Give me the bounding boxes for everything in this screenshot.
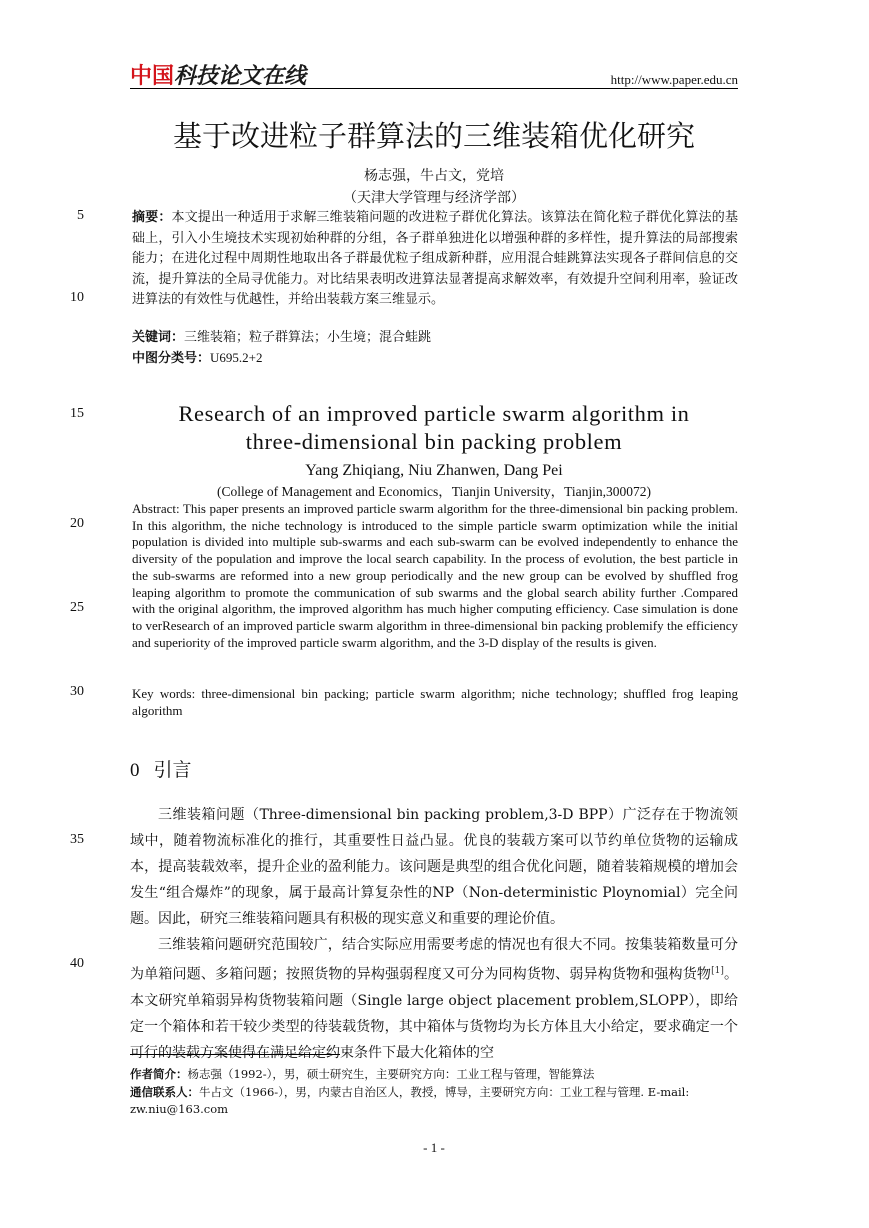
authors-cn: 杨志强，牛占文，党培	[364, 168, 504, 184]
footnote-author-label: 作者简介：	[130, 1067, 188, 1081]
line-number: 20	[70, 516, 84, 531]
abstract-cn	[132, 208, 738, 311]
section-title: 引言	[153, 759, 192, 781]
line-number: 5	[77, 208, 84, 223]
line-number: 40	[70, 956, 84, 971]
abstract-cn-text: 本文提出一种适用于求解三维装箱问题的改进粒子群优化算法。该算法在简化粒子群优化算法的基础上，引入小生境技术实现初始种群的分组，各子群单独进化以增强种群的多样性，提升算法的局部搜索能力；在进化过程中周期性地取出各子群最优粒子组成新种群，应用混合蛙跳算法实现各子群间信息的交流，提升算法的全局寻优能力。对比结果表明改进算法显著提高求解效率，有效提升空间利用率，验证改进算法的有效性与优越性，并给出装载方案三维显示。	[132, 210, 738, 307]
paper-title-en-line1: Research of an improved particle swarm algorithm in	[178, 401, 690, 426]
line-number: 10	[70, 290, 84, 305]
authors-en: Yang Zhiqiang, Niu Zhanwen, Dang Pei	[305, 462, 563, 479]
clc-cn	[132, 348, 738, 370]
footnote-author-bio	[130, 1066, 738, 1083]
affiliation-en: (College of Management and Economics，Tianjin University，Tianjin,300072)	[217, 484, 651, 499]
footnote-contact-label: 通信联系人：	[130, 1085, 199, 1099]
line-number: 30	[70, 684, 84, 699]
clc-cn-text: U695.2+2	[210, 350, 263, 365]
abstract-en: Abstract: This paper presents an improved particle swarm algorithm for the three-dimensional bin packing problem. In this algorithm, the niche technology is introduced to the simple particle swarm optimization while the initial population is divided into multiple sub-swarms and each sub-swarm can be evolved independently to enhance the diversity of the population and improve the local search capability. In the process of evolution, the best particle in the sub-swarms are reformed into a new group periodically and the new group can be evolved by shuffled frog leaping algorithm to promote the communication of sub swarms and the global search ability further .Compared with the original algorithm, the improved algorithm has much higher computing efficiency. Case simulation is done to verResearch of an improved particle swarm algorithm in three-dimensional bin packing problemify the efficiency and superiority of the improved particle swarm algorithm, and the 3-D display of the results is given.	[132, 501, 738, 650]
line-number: 15	[70, 406, 84, 421]
citation-ref[interactable]: [1]	[711, 966, 724, 976]
footnote-contact-text: 牛占文（1966-），男，内蒙古自治区人，教授，博导，主要研究方向：工业工程与管理. E-mail: zw.niu@163.com	[130, 1085, 690, 1116]
footnote-author-text: 杨志强（1992-），男，硕士研究生，主要研究方向：工业工程与管理，智能算法	[187, 1067, 595, 1081]
footnote-contact	[130, 1084, 738, 1117]
section-number: 0	[130, 760, 140, 781]
line-number: 25	[70, 600, 84, 615]
body-paragraph-2-part-a: 三维装箱问题研究范围较广，结合实际应用需要考虑的情况也有很大不同。按集装箱数量可分为单箱问题、多箱问题；按照货物的异构强弱程度又可分为同构货物、弱异构货物和强构货物	[130, 937, 738, 983]
paper-title-cn: 基于改进粒子群算法的三维装箱优化研究	[172, 119, 695, 153]
logo-red-text: 中国	[130, 64, 175, 89]
affiliation-cn: （天津大学管理与经济学部）	[343, 190, 525, 206]
section-heading	[130, 756, 192, 785]
body-paragraph-2	[130, 932, 738, 1066]
header-url[interactable]: http://www.paper.edu.cn	[610, 72, 738, 87]
body-paragraph-1: 三维装箱问题（Three-dimensional bin packing problem,3-D BPP）广泛存在于物流领域中，随着物流标准化的推行，其重要性日益凸显。优良的装载方案可以节约单位货物的运输成本，提高装载效率，提升企业的盈利能力。该问题是典型的组合优化问题，随着装箱规模的增加会发生“组合爆炸”的现象，属于最高计算复杂性的NP（Non-deterministic Ploynomial）完全问题。因此，研究三维装箱问题具有积极的现实意义和重要的理论价值。	[130, 807, 738, 927]
body-paragraph-2-part-b: 。本文研究单箱弱异构货物装箱问题（Single large object placement problem,SLOPP），即给定一个箱体和若干较少类型的待装载货物，其中箱体与货物均为长方体且大小给定，要求确定一个可行的装载方案使得在满足给定约束条件下最大化箱体的空	[130, 966, 739, 1061]
paper-title-en-line2: three-dimensional bin packing problem	[245, 429, 623, 454]
site-logo	[130, 64, 306, 90]
logo-dark-text: 科技论文在线	[174, 64, 307, 89]
keywords-cn	[132, 328, 738, 349]
header-divider	[130, 88, 738, 89]
clc-cn-label: 中图分类号：	[132, 351, 211, 366]
footnote-divider	[130, 1054, 340, 1055]
line-number: 35	[70, 832, 84, 847]
keywords-en: Key words: three-dimensional bin packing; particle swarm algorithm; niche technology; shuffled frog leaping algorithm	[132, 686, 738, 718]
paper-title-en	[130, 400, 738, 456]
keywords-cn-text: 三维装箱；粒子群算法；小生境；混合蛙跳	[184, 330, 432, 345]
abstract-cn-label: 摘要：	[132, 210, 172, 225]
keywords-cn-label: 关键词：	[132, 330, 185, 345]
page-number: - 1 -	[423, 1140, 445, 1155]
body-text	[130, 802, 738, 1066]
